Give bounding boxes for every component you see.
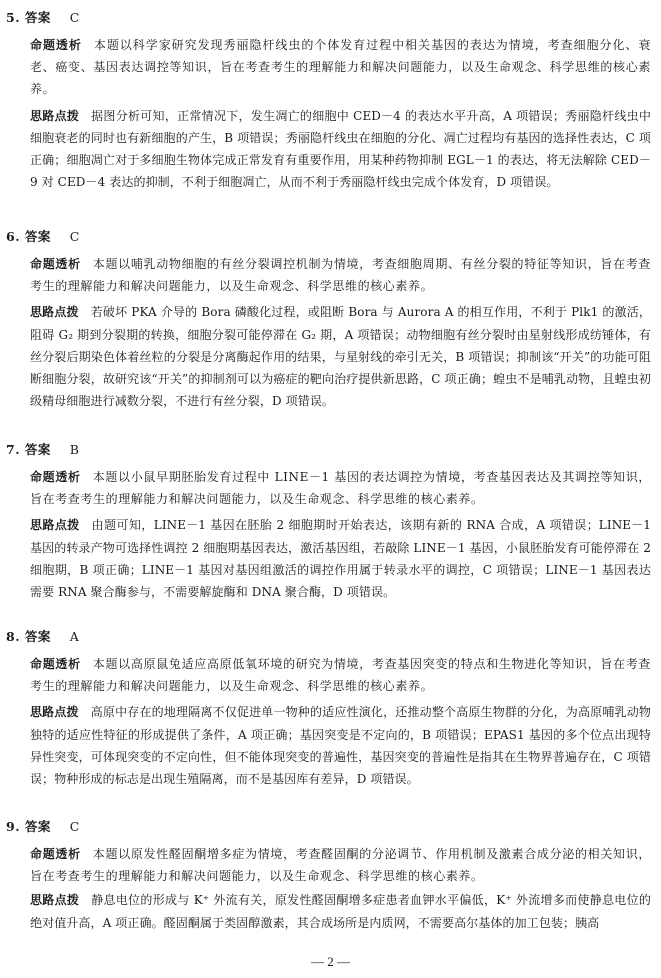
answer-value: C <box>69 819 80 834</box>
proposition-analysis <box>6 843 651 887</box>
answer-label: 答案 <box>24 10 51 25</box>
question-6 <box>6 228 651 412</box>
solution-hint <box>6 105 651 194</box>
solution-text: 由题可知，LINE－1 基因在胚胎 2 细胞期时开始表达，该期有新的 RNA 合成，A 项错误；LINE－1 基因的转录产物可选择性调控 2 细胞期基因表达，激活基因组，若敲除 LINE－1 基因，小鼠胚胎发育可能停滞在 2 细胞期，B 项正确；LINE－1 基因对基因组激活的调控作用属于转录水平的调控，C 项错误；LINE－1 基因表达需要 RNA 聚合酶参与，不需要解旋酶和 DNA 聚合酶，D 项错误。 <box>30 518 652 600</box>
solution-hint <box>6 889 651 933</box>
answer-line <box>6 628 651 646</box>
solution-label: 思路点拨 <box>30 893 80 908</box>
proposition-label: 命题透析 <box>30 847 81 861</box>
solution-text: 据图分析可知，正常情况下，发生凋亡的细胞中 CED－4 的表达水平升高，A 项错误；秀丽隐杆线虫中细胞衰老的同时也有新细胞的产生，B 项错误；秀丽隐杆线虫在细胞的分化、凋亡过程均有基因的选择性表达，C 项正确；细胞凋亡对于多细胞生物体完成正常发育有重要作用，用某种药物抑制 EGL－1 的表达，将无法解除 CED－9 对 CED－4 表达的抑制，不利于细胞凋亡，从而不利于秀丽隐杆线虫完成个体发育，D 项错误。 <box>30 108 651 190</box>
proposition-text: 本题以高原鼠兔适应高原低氧环境的研究为情境，考查基因突变的特点和生物进化等知识，旨在考查考生的理解能力和解决问题能力，以及生命观念、科学思维的核心素养。 <box>30 657 652 694</box>
answer-label: 答案 <box>24 819 51 834</box>
answer-line <box>6 818 651 836</box>
question-number: 5. <box>6 10 21 25</box>
proposition-analysis <box>6 34 651 101</box>
question-9 <box>6 818 651 934</box>
question-number: 7. <box>6 442 21 457</box>
proposition-analysis <box>6 253 651 297</box>
solution-label: 思路点拨 <box>30 305 79 320</box>
solution-label: 思路点拨 <box>30 705 79 720</box>
solution-text: 静息电位的形成与 K⁺ 外流有关，原发性醛固酮增多症患者血钾水平偏低，K⁺ 外流增多而使静息电位的绝对值升高，A 项正确。醛固酮属于类固醇激素，其合成场所是内质网，不需要高尔基体的加工包装；胰高 <box>30 893 652 930</box>
answer-value: B <box>69 442 80 457</box>
question-number: 6. <box>6 229 21 244</box>
proposition-text: 本题以科学家研究发现秀丽隐杆线虫的个体发育过程中相关基因的表达为情境，考查细胞分化、衰老、癌变、基因表达调控等知识，旨在考查考生的理解能力和解决问题能力，以及生命观念、科学思维的核心素养。 <box>30 38 652 97</box>
proposition-label: 命题透析 <box>30 38 82 52</box>
answer-line <box>6 441 651 459</box>
proposition-label: 命题透析 <box>30 657 81 671</box>
solution-text: 高原中存在的地理隔离不仅促进单一物种的适应性演化，还推动整个高原生物群的分化，为高原哺乳动物独特的适应性特征的形成提供了条件，A 项正确；基因突变是不定向的，B 项错误；EPAS1 基因的多个位点出现特异性突变，可体现突变的不定向性，但不能体现突变的普遍性，基因突变的普遍性是指其在生物界普遍存在，C 项错误；物种形成的标志是出现生殖隔离，而不是基因库有差异，D 项错误。 <box>30 705 651 787</box>
answer-value: C <box>69 10 80 25</box>
answer-label: 答案 <box>24 629 51 644</box>
answer-value: C <box>69 229 80 244</box>
solution-hint <box>6 301 651 412</box>
question-number: 8. <box>6 629 21 644</box>
proposition-text: 本题以原发性醛固酮增多症为情境，考查醛固酮的分泌调节、作用机制及激素合成分泌的相关知识，旨在考查考生的理解能力和解决问题能力，以及生命观念、科学思维的核心素养。 <box>30 847 652 884</box>
solution-hint <box>6 701 651 790</box>
answer-value: A <box>69 629 80 644</box>
proposition-analysis <box>6 466 651 510</box>
proposition-text: 本题以小鼠早期胚胎发育过程中 LINE－1 基因的表达调控为情境，考查基因表达及其调控等知识，旨在考查考生的理解能力和解决问题能力，以及生命观念、科学思维的核心素养。 <box>30 470 651 507</box>
answer-label: 答案 <box>24 442 51 457</box>
solution-label: 思路点拨 <box>30 108 80 123</box>
proposition-analysis <box>6 653 651 697</box>
answer-line <box>6 228 651 246</box>
answer-label: 答案 <box>24 229 51 244</box>
solution-text: 若破坏 PKA 介导的 Bora 磷酸化过程，或阻断 Bora 与 Aurora A 的相互作用，不利于 Plk1 的激活，阻碍 G₂ 期到分裂期的转换，细胞分裂可能停滞在 G₂ 期，A 项错误；动物细胞有丝分裂时由星射线形成纺锤体，有丝分裂后期染色体着丝粒的分裂是分离酶起作用的结果，与星射线的牵引无关，B 项错误；抑制该“开关”的功能可阻断细胞分裂，故研究该“开关”的抑制剂可以为癌症的靶向治疗提供新思路，C 项正确；蝗虫不是哺乳动物，且蝗虫初级精母细胞进行减数分裂，不进行有丝分裂，D 项错误。 <box>30 305 652 409</box>
answer-line <box>6 9 651 27</box>
question-8 <box>6 628 651 790</box>
solution-hint <box>6 514 651 603</box>
question-number: 9. <box>6 819 21 834</box>
solution-label: 思路点拨 <box>30 518 80 533</box>
page-number: — 2 — <box>311 954 350 969</box>
question-7 <box>6 441 651 603</box>
question-5 <box>6 9 651 193</box>
proposition-text: 本题以哺乳动物细胞的有丝分裂调控机制为情境，考查细胞周期、有丝分裂的特征等知识，旨在考查考生的理解能力和解决问题能力，以及生命观念、科学思维的核心素养。 <box>30 257 652 294</box>
proposition-label: 命题透析 <box>30 257 81 271</box>
proposition-label: 命题透析 <box>30 470 81 484</box>
